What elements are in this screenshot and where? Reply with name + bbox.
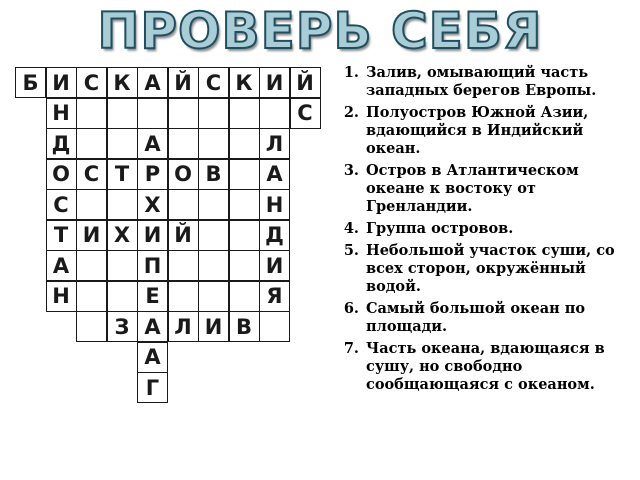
crossword-cell: Т <box>107 159 138 190</box>
clue-item: 7. Часть океана, вдающаяся в сушу, но свободно сообщающаяся с океаном. <box>364 340 634 394</box>
clue-item: 3. Остров в Атлантическом океане к востоку от Гренландии. <box>364 162 634 216</box>
crossword-cell: Д <box>46 128 77 159</box>
crossword-cell: З <box>107 311 138 342</box>
crossword-cell: С <box>46 189 77 220</box>
crossword-cell: Б <box>15 67 46 98</box>
crossword-cell: А <box>46 250 77 281</box>
clue-item: 4. Группа островов. <box>364 220 634 238</box>
crossword-cell: Й <box>168 220 199 251</box>
crossword-cell <box>137 98 168 129</box>
crossword-cell: И <box>46 67 77 98</box>
crossword-cell: Й <box>290 67 321 98</box>
clue-item: 6. Самый большой океан по площади. <box>364 300 634 336</box>
crossword-cell: О <box>168 159 199 190</box>
crossword-cell <box>107 189 138 220</box>
clue-item: 5. Небольшой участок суши, со всех сторон, окружённый водой. <box>364 242 634 296</box>
crossword-cell: Й <box>168 67 199 98</box>
crossword-cell <box>259 311 290 342</box>
crossword-cell: К <box>229 67 260 98</box>
crossword-cell <box>229 250 260 281</box>
crossword-cell <box>229 159 260 190</box>
crossword-cell: В <box>198 159 229 190</box>
crossword-cell: И <box>198 311 229 342</box>
crossword-cell <box>168 189 199 220</box>
crossword-cell <box>76 98 107 129</box>
crossword-cell <box>198 220 229 251</box>
crossword-cell <box>76 128 107 159</box>
crossword-cell: Д <box>259 220 290 251</box>
crossword-cell: И <box>137 220 168 251</box>
crossword-cell: Х <box>107 220 138 251</box>
crossword-cell <box>107 98 138 129</box>
crossword-cell: А <box>137 67 168 98</box>
crossword-cell: С <box>198 67 229 98</box>
crossword-cell <box>168 98 199 129</box>
crossword-cell: Т <box>46 220 77 251</box>
crossword-cell: Н <box>259 189 290 220</box>
crossword-cell: Х <box>137 189 168 220</box>
crossword-cell: А <box>259 159 290 190</box>
crossword-cell <box>229 189 260 220</box>
crossword-cell <box>198 250 229 281</box>
crossword-cell: Я <box>259 281 290 312</box>
crossword-cell: Л <box>168 311 199 342</box>
crossword-cell: А <box>137 128 168 159</box>
crossword-cell: Н <box>46 281 77 312</box>
crossword-cell: С <box>76 67 107 98</box>
crossword-cell: Г <box>137 372 168 403</box>
crossword-cell <box>198 98 229 129</box>
crossword-cell <box>76 250 107 281</box>
crossword-cell: К <box>107 67 138 98</box>
crossword-cell: Л <box>259 128 290 159</box>
crossword-cell: С <box>290 98 321 129</box>
crossword-cell <box>198 189 229 220</box>
crossword-cell: Н <box>46 98 77 129</box>
crossword-cell: О <box>46 159 77 190</box>
crossword-cell <box>229 98 260 129</box>
crossword-cell: И <box>259 250 290 281</box>
crossword-cell: Е <box>137 281 168 312</box>
crossword-cell: П <box>137 250 168 281</box>
crossword-cell <box>229 281 260 312</box>
crossword-cell <box>168 250 199 281</box>
crossword-cell <box>76 281 107 312</box>
crossword-cell: Р <box>137 159 168 190</box>
crossword-cell <box>168 128 199 159</box>
crossword-cell <box>107 250 138 281</box>
crossword-cell: И <box>76 220 107 251</box>
crossword-cell: В <box>229 311 260 342</box>
crossword-cell <box>198 281 229 312</box>
crossword-cell: А <box>137 342 168 373</box>
crossword-cell <box>76 189 107 220</box>
crossword-cell <box>259 98 290 129</box>
crossword-cell: С <box>76 159 107 190</box>
crossword-cell <box>107 128 138 159</box>
page-title: ПРОВЕРЬ СЕБЯ <box>97 2 543 60</box>
crossword-cell <box>76 311 107 342</box>
clue-list <box>340 64 634 398</box>
crossword-cell: А <box>137 311 168 342</box>
clue-item: 2. Полуостров Южной Азии, вдающийся в Индийский океан. <box>364 104 634 158</box>
crossword-cell <box>198 128 229 159</box>
crossword-cell <box>229 220 260 251</box>
clue-item: 1. Залив, омывающий часть западных берегов Европы. <box>364 64 634 100</box>
crossword-cell <box>107 281 138 312</box>
crossword-cell: И <box>259 67 290 98</box>
crossword-cell <box>229 128 260 159</box>
crossword-cell <box>168 281 199 312</box>
